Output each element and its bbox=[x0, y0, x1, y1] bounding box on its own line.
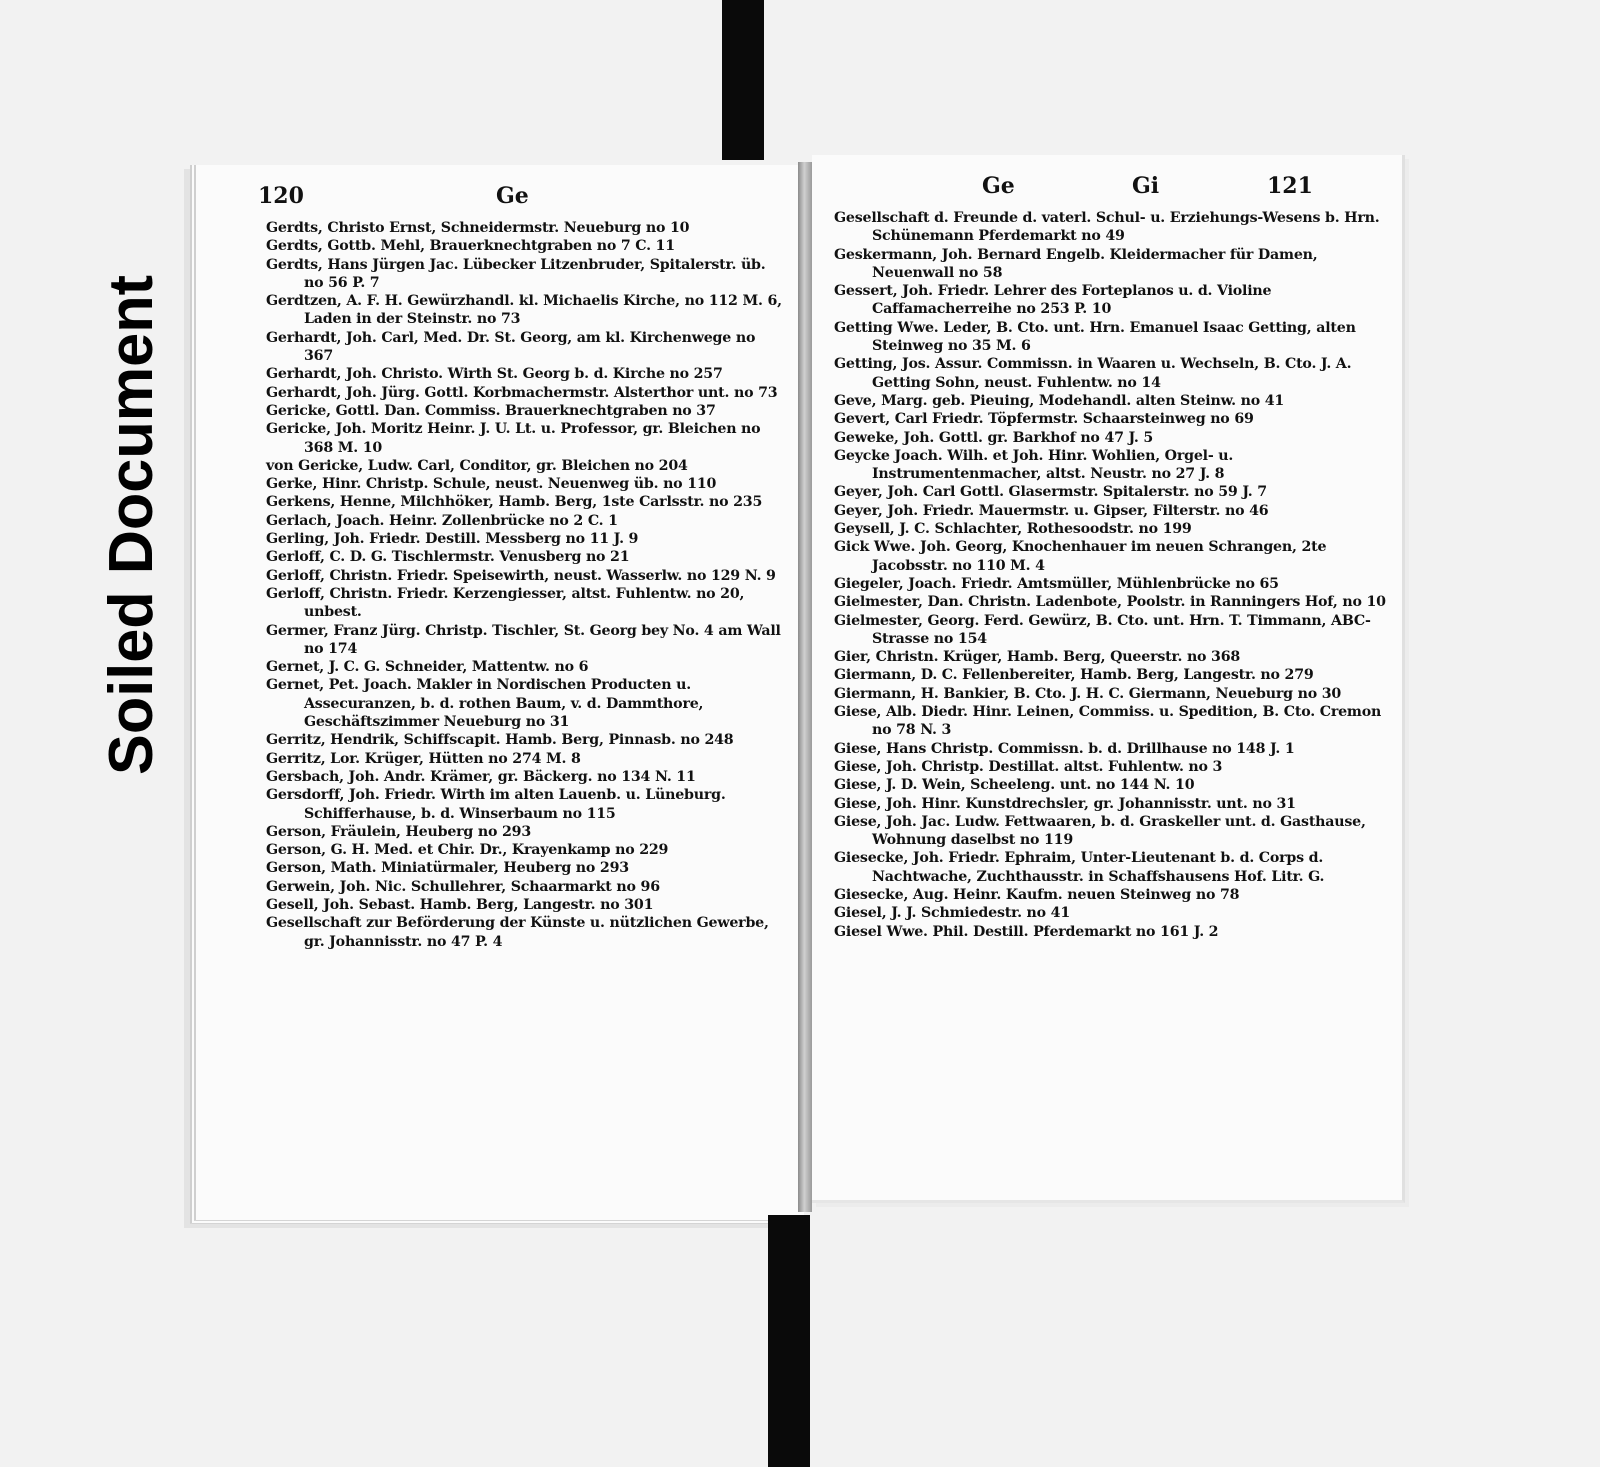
directory-entry: Gier, Christn. Krüger, Hamb. Berg, Queerstr. no 368 bbox=[834, 649, 1241, 666]
directory-entry: Gerritz, Hendrik, Schiffscapit. Hamb. Berg, Pinnasb. no 248 bbox=[266, 732, 734, 749]
directory-entry: Gerlach, Joach. Heinr. Zollenbrücke no 2 C. 1 bbox=[266, 512, 618, 529]
directory-entry: Giese, Hans Christp. Commissn. b. d. Drillhause no 148 J. 1 bbox=[834, 740, 1295, 757]
directory-entry: Gerhardt, Joh. Christo. Wirth St. Georg b. d. Kirche no 257 bbox=[266, 366, 723, 383]
directory-entry: von Gericke, Ludw. Carl, Conditor, gr. Bleichen no 204 bbox=[266, 457, 688, 474]
directory-entry: Geysell, J. C. Schlachter, Rothesoodstr. no 199 bbox=[834, 521, 1192, 538]
directory-entry: Gerson, G. H. Med. et Chir. Dr., Krayenkamp no 229 bbox=[266, 842, 669, 859]
directory-entry: Gericke, Gottl. Dan. Commiss. Brauerknechtgraben no 37 bbox=[266, 402, 716, 419]
directory-entry: Giese, J. D. Wein, Scheeleng. unt. no 144 N. 10 bbox=[834, 777, 1195, 794]
directory-entries bbox=[834, 209, 1394, 941]
directory-entry: Gernet, Pet. Joach. Makler in Nordischen Producten u. Assecuranzen, b. d. rothen Baum, v. d. Dammthore, Geschäftszimmer Neueburg no 31 bbox=[266, 677, 704, 731]
running-head: Ge bbox=[496, 183, 529, 209]
directory-entry: Getting Wwe. Leder, B. Cto. unt. Hrn. Emanuel Isaac Getting, alten Steinweg no 35 M. 6 bbox=[834, 319, 1356, 355]
directory-entry: Getting, Jos. Assur. Commissn. in Waaren u. Wechseln, B. Cto. J. A. Getting Sohn, neust. Fuhlentw. no 14 bbox=[834, 356, 1352, 391]
directory-entry: Gevert, Carl Friedr. Töpfermstr. Schaarsteinweg no 69 bbox=[834, 411, 1254, 428]
directory-entry: Germer, Franz Jürg. Christp. Tischler, St. Georg bey No. 4 am Wall no 174 bbox=[266, 622, 781, 657]
directory-entry: Geweke, Joh. Gottl. gr. Barkhof no 47 J. 5 bbox=[834, 429, 1154, 446]
directory-entry: Gerwein, Joh. Nic. Schullehrer, Schaarmarkt no 96 bbox=[266, 878, 660, 895]
directory-entry: Gerson, Math. Miniatürmaler, Heuberg no 293 bbox=[266, 860, 629, 877]
directory-entry: Gerhardt, Joh. Carl, Med. Dr. St. Georg, am kl. Kirchenwege no 367 bbox=[266, 329, 756, 365]
running-head-secondary: Gi bbox=[1132, 173, 1160, 199]
directory-entry: Geyer, Joh. Carl Gottl. Glasermstr. Spitalerstr. no 59 J. 7 bbox=[834, 484, 1267, 501]
directory-entry: Giesel Wwe. Phil. Destill. Pferdemarkt no 161 J. 2 bbox=[834, 923, 1219, 940]
page-number: 121 bbox=[1267, 173, 1313, 199]
directory-entry: Giegeler, Joach. Friedr. Amtsmüller, Mühlenbrücke no 65 bbox=[834, 575, 1279, 592]
running-head: Ge bbox=[982, 173, 1015, 199]
directory-entry: Gesell, Joh. Sebast. Hamb. Berg, Langestr. no 301 bbox=[266, 896, 654, 913]
directory-entry: Geyer, Joh. Friedr. Mauermstr. u. Gipser, Filterstr. no 46 bbox=[834, 502, 1269, 519]
left-page bbox=[190, 165, 804, 1224]
directory-entry: Gerloff, Christn. Friedr. Speisewirth, neust. Wasserlw. no 129 N. 9 bbox=[266, 567, 776, 584]
page-number: 120 bbox=[258, 183, 304, 209]
book-spine bbox=[798, 162, 812, 1212]
right-page bbox=[812, 155, 1405, 1203]
directory-entry: Geve, Marg. geb. Pieuing, Modehandl. alten Steinw. no 41 bbox=[834, 392, 1285, 409]
binding-strap-bottom bbox=[768, 1215, 810, 1467]
directory-entry: Gerson, Fräulein, Heuberg no 293 bbox=[266, 823, 532, 840]
directory-entry: Giese, Joh. Hinr. Kunstdrechsler, gr. Johannisstr. unt. no 31 bbox=[834, 795, 1296, 812]
directory-entry: Giesecke, Joh. Friedr. Ephraim, Unter-Lieutenant b. d. Corps d. Nachtwache, Zuchthausstr. in Schaffshausens Hof. Litr. G. bbox=[834, 850, 1325, 885]
directory-entry: Giese, Joh. Christp. Destillat. altst. Fuhlentw. no 3 bbox=[834, 758, 1223, 775]
directory-entry: Gerdts, Christo Ernst, Schneidermstr. Neueburg no 10 bbox=[266, 220, 690, 236]
directory-entry: Giese, Alb. Diedr. Hinr. Leinen, Commiss. u. Spedition, B. Cto. Cremon no 78 N. 3 bbox=[834, 704, 1382, 739]
directory-entry: Giesel, J. J. Schmiedestr. no 41 bbox=[834, 905, 1071, 922]
directory-entry: Gericke, Joh. Moritz Heinr. J. U. Lt. u. Professor, gr. Bleichen no 368 M. 10 bbox=[266, 421, 761, 456]
left-page-header bbox=[196, 183, 804, 213]
directory-entry: Gerdts, Hans Jürgen Jac. Lübecker Litzenbruder, Spitalerstr. üb. no 56 P. 7 bbox=[266, 256, 766, 291]
directory-entry: Geycke Joach. Wilh. et Joh. Hinr. Wohlien, Orgel- u. Instrumentenmacher, altst. Neustr. no 27 J. 8 bbox=[834, 447, 1234, 483]
directory-entry: Giese, Joh. Jac. Ludw. Fettwaaren, b. d. Graskeller unt. d. Gasthause, Wohnung daselbst no 119 bbox=[834, 813, 1366, 849]
directory-entry: Gerke, Hinr. Christp. Schule, neust. Neuenweg üb. no 110 bbox=[266, 476, 717, 493]
directory-entry: Gersbach, Joh. Andr. Krämer, gr. Bäckerg. no 134 N. 11 bbox=[266, 768, 696, 785]
directory-entry: Gielmester, Dan. Christn. Ladenbote, Poolstr. in Ranningers Hof, no 10 bbox=[834, 594, 1386, 611]
directory-entry: Giermann, D. C. Fellenbereiter, Hamb. Berg, Langestr. no 279 bbox=[834, 667, 1314, 684]
directory-entry: Gesellschaft zur Beförderung der Künste u. nützlichen Gewerbe, gr. Johannisstr. no 47 P. 4 bbox=[266, 915, 769, 950]
right-page-header bbox=[812, 173, 1402, 203]
directory-entry: Gerhardt, Joh. Jürg. Gottl. Korbmachermstr. Alsterthor unt. no 73 bbox=[266, 384, 778, 401]
directory-entry: Gessert, Joh. Friedr. Lehrer des Forteplanos u. d. Violine Caffamacherreihe no 253 P. 10 bbox=[834, 283, 1272, 318]
directory-entry: Gerdtzen, A. F. H. Gewürzhandl. kl. Michaelis Kirche, no 112 M. 6, Laden in der Steinstr. no 73 bbox=[266, 293, 782, 328]
directory-entry: Gesellschaft d. Freunde d. vaterl. Schul- u. Erziehungs-Wesens b. Hrn. Schünemann Pferdemarkt no 49 bbox=[834, 210, 1380, 245]
directory-entry: Gielmester, Georg. Ferd. Gewürz, B. Cto. unt. Hrn. T. Timmann, ABC-Strasse no 154 bbox=[834, 612, 1371, 647]
stamp-label: Soiled Document bbox=[97, 268, 166, 775]
binding-strap-top bbox=[722, 0, 764, 160]
directory-entry: Giesecke, Aug. Heinr. Kaufm. neuen Steinweg no 78 bbox=[834, 886, 1240, 903]
directory-entry: Gerdts, Gottb. Mehl, Brauerknechtgraben no 7 C. 11 bbox=[266, 238, 675, 255]
directory-entry: Gernet, J. C. G. Schneider, Mattentw. no 6 bbox=[266, 659, 589, 676]
directory-entry: Geskermann, Joh. Bernard Engelb. Kleidermacher für Damen, Neuenwall no 58 bbox=[834, 246, 1318, 281]
directory-entry: Giermann, H. Bankier, B. Cto. J. H. C. Giermann, Neueburg no 30 bbox=[834, 685, 1342, 702]
directory-entry: Gick Wwe. Joh. Georg, Knochenhauer im neuen Schrangen, 2te Jacobsstr. no 110 M. 4 bbox=[834, 539, 1327, 574]
directory-entry: Gerloff, Christn. Friedr. Kerzengiesser, altst. Fuhlentw. no 20, unbest. bbox=[266, 585, 745, 621]
directory-entry: Gerloff, C. D. G. Tischlermstr. Venusberg no 21 bbox=[266, 549, 630, 566]
directory-entry: Gerritz, Lor. Krüger, Hütten no 274 M. 8 bbox=[266, 750, 581, 767]
soiled-document-stamp bbox=[72, 245, 182, 805]
directory-entry: Gersdorff, Joh. Friedr. Wirth im alten Lauenb. u. Lüneburg. Schifferhause, b. d. Winserbaum no 115 bbox=[266, 787, 726, 822]
directory-entry: Gerling, Joh. Friedr. Destill. Messberg no 11 J. 9 bbox=[266, 531, 639, 548]
directory-entries bbox=[266, 219, 786, 951]
directory-entry: Gerkens, Henne, Milchhöker, Hamb. Berg, 1ste Carlsstr. no 235 bbox=[266, 494, 763, 511]
